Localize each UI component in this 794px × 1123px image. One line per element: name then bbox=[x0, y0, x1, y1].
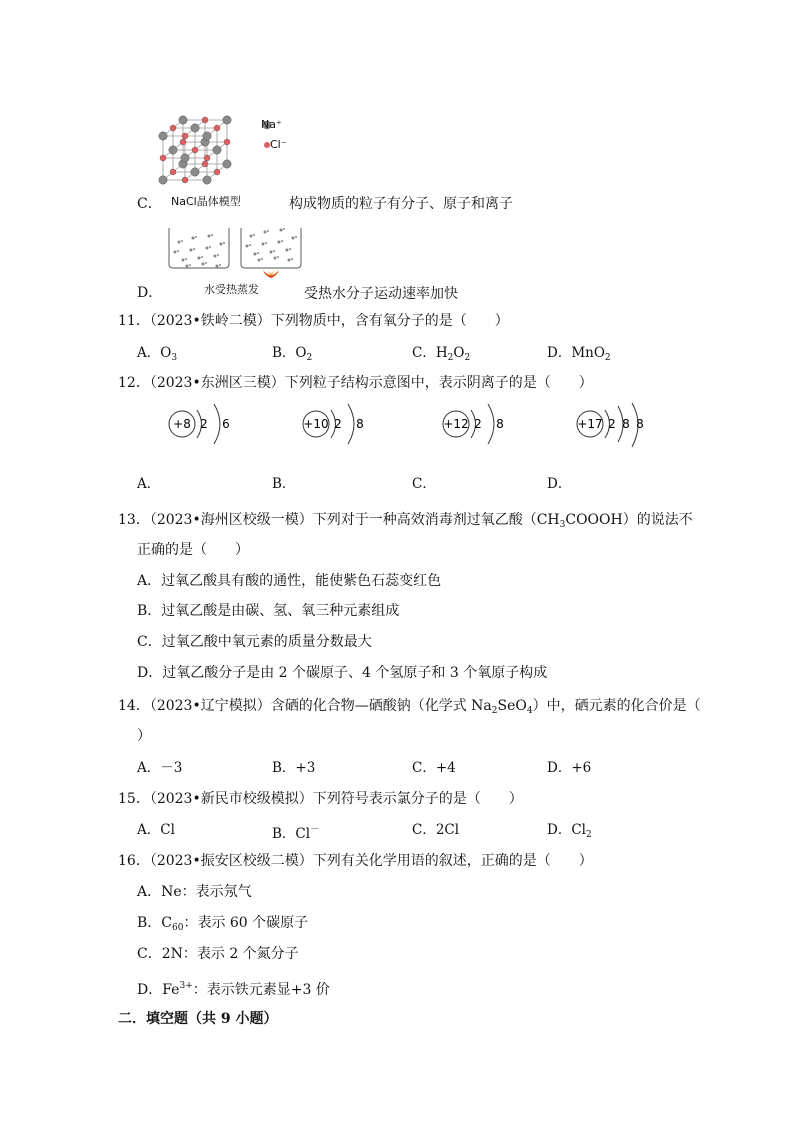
atom-d-shell-1: 2 bbox=[608, 417, 616, 431]
q13-option-a: A．过氧乙酸具有酸的通性，能使紫色石蕊变红色 bbox=[137, 573, 442, 589]
beaker-left bbox=[169, 228, 229, 268]
q15-option-a: A．Cl bbox=[137, 822, 175, 838]
na-ion bbox=[213, 146, 221, 154]
q12-option-d-letter: D． bbox=[547, 476, 572, 492]
na-ion bbox=[203, 176, 211, 184]
q12-option-a-letter: A． bbox=[137, 476, 161, 492]
water-molecule bbox=[193, 248, 195, 250]
evaporation-caption: 水受热蒸发 bbox=[204, 283, 259, 296]
q13-stem-line2: 正确的是（ ） bbox=[137, 542, 249, 558]
q16-option-d: D．$Fe^{3+}$：表示铁元素显+3 价 bbox=[137, 981, 330, 998]
water-molecule bbox=[246, 245, 249, 248]
q16-stem: 16．（2023•振安区校级二模）下列有关化学用语的叙述，正确的是（ ） bbox=[118, 853, 593, 869]
water-molecule bbox=[289, 248, 291, 250]
water-molecule bbox=[177, 250, 179, 252]
atom-a-nucleus: +8 bbox=[173, 417, 191, 431]
water-molecule bbox=[292, 237, 295, 240]
na-ion bbox=[191, 124, 199, 132]
na-ion bbox=[159, 176, 167, 184]
q15-stem: 15．（2023•新民市校级模拟）下列符号表示氯分子的是（ ） bbox=[118, 791, 523, 807]
cl-ion bbox=[202, 117, 208, 123]
atom-b-shell-2: 8 bbox=[356, 417, 364, 431]
atom-c-nucleus: +12 bbox=[443, 417, 469, 431]
water-molecule bbox=[214, 255, 217, 258]
water-molecule bbox=[198, 257, 201, 260]
water-molecule bbox=[211, 234, 213, 236]
cl-ion bbox=[204, 155, 210, 161]
water-molecule bbox=[186, 265, 189, 268]
water-molecule bbox=[258, 259, 261, 262]
water-molecule bbox=[291, 258, 293, 260]
atom-diagram-c bbox=[434, 402, 524, 450]
flame-icon bbox=[263, 270, 279, 278]
water-molecule bbox=[202, 263, 205, 266]
q12-option-b-letter: B． bbox=[272, 476, 296, 492]
cl-ion bbox=[170, 169, 176, 175]
water-molecule bbox=[217, 254, 219, 256]
q14-option-d: D．+6 bbox=[547, 760, 592, 776]
na-ion bbox=[223, 160, 231, 168]
na-ion bbox=[159, 132, 167, 140]
q14-option-c: C．+4 bbox=[412, 760, 456, 776]
atom-diagram-d bbox=[570, 402, 670, 450]
water-molecule bbox=[262, 243, 265, 246]
q11-stem: 11．（2023•铁岭二模）下列物质中，含有氧分子的是（ ） bbox=[118, 313, 509, 329]
water-molecule bbox=[190, 249, 193, 252]
atom-b-nucleus: +10 bbox=[303, 417, 329, 431]
atom-a-shell-1: 2 bbox=[200, 417, 208, 431]
atom-c-shell-1: 2 bbox=[474, 417, 482, 431]
water-molecule bbox=[208, 235, 211, 238]
q16-option-b: B．$C_{60}$：表示 60 个碳原子 bbox=[137, 915, 309, 933]
water-molecule bbox=[257, 252, 259, 254]
q14-stem-line2: ） bbox=[137, 728, 151, 744]
water-molecule bbox=[206, 247, 209, 250]
cl-ion bbox=[224, 139, 230, 145]
water-molecule bbox=[216, 265, 219, 268]
water-molecule bbox=[250, 235, 253, 238]
water-molecule bbox=[182, 259, 185, 262]
cl-ion bbox=[214, 169, 220, 175]
water-molecule bbox=[278, 241, 281, 244]
water-molecule bbox=[264, 231, 267, 234]
q11-option-a: A．$O_3$ bbox=[137, 345, 178, 363]
q15-option-d: D．$Cl_2$ bbox=[547, 822, 592, 840]
water-evaporation-figure bbox=[163, 222, 307, 282]
atom-b-shell-1: 2 bbox=[334, 417, 342, 431]
cl-ion bbox=[202, 161, 208, 167]
water-molecule bbox=[223, 242, 225, 244]
water-molecule bbox=[205, 262, 207, 264]
water-molecule bbox=[181, 240, 183, 242]
q13-stem: 13．（2023•海州区校级一模）下列对于一种高效消毒剂过氧乙酸$(CH_3COOOH)$的说法不 bbox=[118, 512, 693, 530]
legend-cl-label: Cl⁻ bbox=[270, 138, 287, 151]
q14-stem: 14．（2023•辽宁模拟）含硒的化合物—硒酸钠（化学式 $Na_2SeO_4$）中，硒元素的化合价是（ bbox=[118, 698, 701, 716]
water-molecule bbox=[288, 259, 291, 262]
q13-option-b: B．过氧乙酸是由碳、氢、氧三种元素组成 bbox=[137, 603, 400, 619]
water-molecule bbox=[286, 249, 289, 252]
beaker-right bbox=[241, 228, 301, 268]
atom-diagram-a bbox=[160, 402, 250, 450]
na-ion bbox=[169, 146, 177, 154]
water-molecule bbox=[192, 237, 195, 240]
water-molecule bbox=[281, 240, 283, 242]
atom-d-shell-3: 8 bbox=[636, 417, 644, 431]
option-c-statement: 构成物质的粒子有分子、原子和离子 bbox=[289, 196, 513, 212]
water-molecule bbox=[280, 229, 283, 232]
water-molecule bbox=[274, 257, 277, 260]
water-molecule bbox=[283, 228, 285, 230]
water-molecule bbox=[267, 230, 269, 232]
water-molecule bbox=[185, 258, 187, 260]
q13-option-d: D．过氧乙酸分子是由 2 个碳原子、4 个氢原子和 3 个氧原子构成 bbox=[137, 665, 548, 681]
q11-option-d: D．MnO$_2$ bbox=[547, 345, 611, 363]
water-molecule bbox=[295, 236, 297, 238]
water-molecule bbox=[219, 264, 221, 266]
atom-c-shell-2: 8 bbox=[496, 417, 504, 431]
q13-option-c: C．过氧乙酸中氧元素的质量分数最大 bbox=[137, 634, 372, 650]
q15-option-b: B．Cl－ bbox=[272, 825, 320, 842]
na-ion bbox=[203, 132, 211, 140]
legend-na-label: Na⁺ bbox=[261, 118, 282, 131]
water-molecule bbox=[209, 246, 211, 248]
cl-ion bbox=[182, 177, 188, 183]
atom-d-nucleus: +17 bbox=[577, 417, 603, 431]
water-molecule bbox=[249, 244, 251, 246]
water-molecule bbox=[277, 256, 279, 258]
cl-ion bbox=[182, 133, 188, 139]
na-ion bbox=[181, 154, 189, 162]
water-molecule bbox=[265, 242, 267, 244]
water-molecule bbox=[220, 243, 223, 246]
cl-ion bbox=[180, 139, 186, 145]
na-ion bbox=[223, 116, 231, 124]
cl-ion bbox=[170, 125, 176, 131]
na-ion bbox=[179, 116, 187, 124]
option-c-letter: C． bbox=[137, 196, 162, 212]
q12-option-c-letter: C． bbox=[412, 476, 436, 492]
q16-option-a: A．Ne：表示氖气 bbox=[137, 884, 252, 900]
water-molecule bbox=[189, 264, 191, 266]
atom-d-shell-2: 8 bbox=[622, 417, 630, 431]
water-molecule bbox=[254, 253, 257, 256]
water-molecule bbox=[201, 256, 203, 258]
atom-a-shell-2: 6 bbox=[222, 417, 230, 431]
q16-option-c: C．2N：表示 2 个氮分子 bbox=[137, 946, 299, 962]
water-molecule bbox=[270, 251, 273, 254]
water-molecule bbox=[273, 250, 275, 252]
q15-option-c: C．2Cl bbox=[412, 822, 460, 838]
cl-ion bbox=[214, 125, 220, 131]
option-d-statement: 受热水分子运动速率加快 bbox=[304, 286, 458, 302]
option-d-letter: D． bbox=[137, 285, 163, 301]
q12-stem: 12．（2023•东洲区三模）下列粒子结构示意图中，表示阴离子的是（ ） bbox=[118, 375, 593, 391]
q14-option-b: B．+3 bbox=[272, 760, 316, 776]
water-molecule bbox=[174, 251, 177, 254]
cl-ion bbox=[160, 155, 166, 161]
water-molecule bbox=[253, 234, 255, 236]
water-molecule bbox=[195, 236, 197, 238]
q14-option-a: A．－3 bbox=[137, 760, 183, 776]
na-ion bbox=[191, 168, 199, 176]
water-molecule bbox=[261, 258, 263, 260]
section-title: 二．填空题（共 9 小题） bbox=[118, 1011, 278, 1027]
nacl-caption: NaCl晶体模型 bbox=[171, 195, 241, 208]
atom-diagram-b bbox=[294, 402, 384, 450]
cl-ion bbox=[192, 147, 198, 153]
water-molecule bbox=[178, 241, 181, 244]
q11-option-b: B．$O_2$ bbox=[272, 345, 313, 363]
q11-option-c: C．$H_2O_2$ bbox=[412, 345, 471, 363]
